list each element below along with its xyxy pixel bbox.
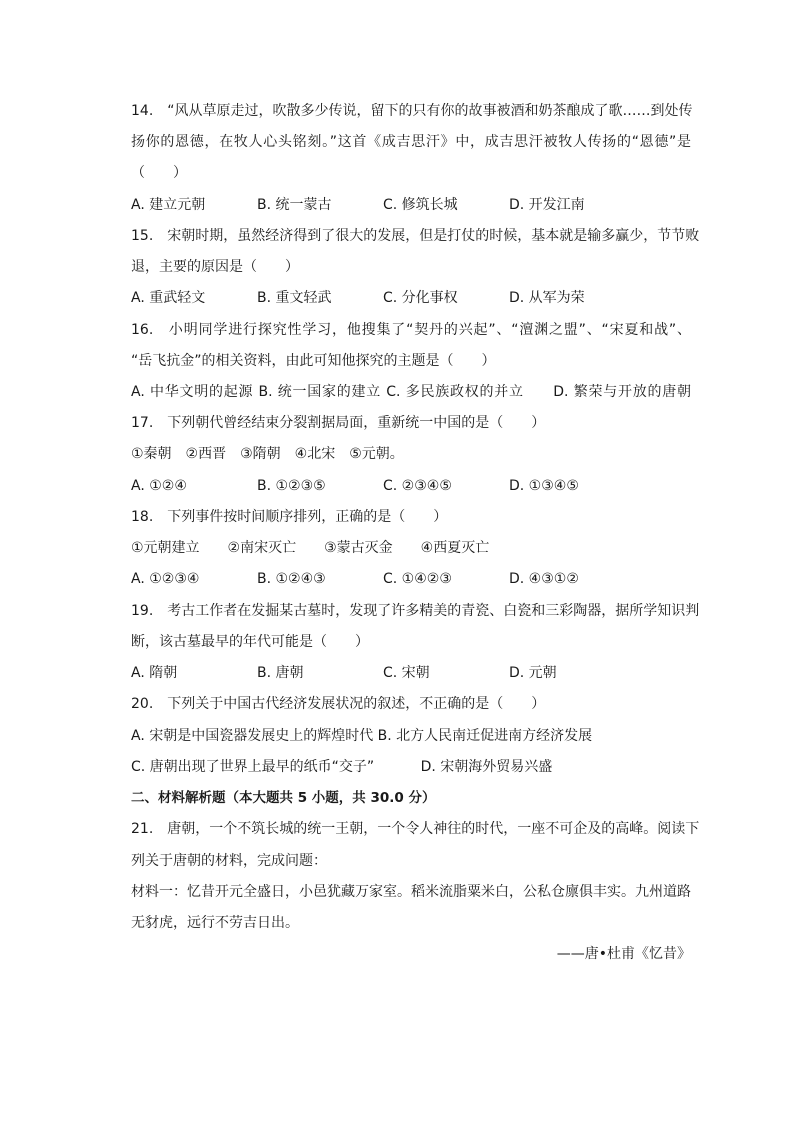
- q19-option-d: D. 元朝: [509, 665, 557, 681]
- q19-option-c: C. 宋朝: [383, 665, 430, 681]
- q15-option-c: C. 分化事权: [383, 290, 458, 306]
- q16-stem-line-1: 16. 小明同学进行探究性学习，他搜集了“契丹的兴起”、“澶渊之盟”、“宋夏和战”、: [131, 322, 691, 338]
- q14-options: [131, 195, 691, 215]
- q14-stem-line-2: 扬你的恩德，在牧人心头铭刻。”这首《成吉思汗》中，成吉思汗被牧人传扬的“恩德”是: [131, 134, 691, 150]
- q14-stem-line-1: 14. “风从草原走过，吹散多少传说，留下的只有你的故事被酒和奶茶酿成了歌……到处传: [131, 103, 693, 119]
- q20-options-row-2: C. 唐朝出现了世界上最早的纸币“交子” D. 宋朝海外贸易兴盛: [131, 759, 553, 775]
- q14-option-d: D. 开发江南: [509, 197, 585, 213]
- q18-option-b: B. ①②④③: [257, 571, 326, 587]
- q17-options: [131, 476, 691, 496]
- q19-stem-line-2: 断，该古墓最早的年代可能是（ ）: [131, 634, 369, 650]
- q21-stem-line-2: 列关于唐朝的材料，完成问题：: [131, 853, 327, 869]
- q17-option-a: A. ①②④: [131, 478, 187, 494]
- q15-option-b: B. 重文轻武: [257, 290, 332, 306]
- q20-stem-line-1: 20. 下列关于中国古代经济发展状况的叙述，不正确的是（ ）: [131, 696, 546, 712]
- q19-option-a: A. 隋朝: [131, 665, 178, 681]
- q18-option-d: D. ④③①②: [509, 571, 579, 587]
- q19-option-b: B. 唐朝: [257, 665, 304, 681]
- q14-answer-bracket: （ ）: [131, 165, 187, 181]
- q18-options: [131, 569, 691, 589]
- q18-stem-line-1: 18. 下列事件按时间顺序排列，正确的是（ ）: [131, 509, 448, 525]
- q18-option-a: A. ①②③④: [131, 571, 200, 587]
- q15-options: [131, 288, 691, 308]
- q18-option-c: C. ①④②③: [383, 571, 452, 587]
- q17-option-c: C. ②③④⑤: [383, 478, 452, 494]
- section-heading: 二、材料解析题（本大题共 5 小题，共 30.0 分）: [131, 790, 436, 806]
- q19-stem-line-1: 19. 考古工作者在发掘某古墓时，发现了许多精美的青瓷、白瓷和三彩陶器，据所学知识判: [131, 603, 700, 619]
- q14-option-c: C. 修筑长城: [383, 197, 458, 213]
- q14-option-b: B. 统一蒙古: [257, 197, 332, 213]
- q15-option-a: A. 重武轻文: [131, 290, 206, 306]
- q19-options: [131, 663, 691, 683]
- q20-options-row-1: A. 宋朝是中国瓷器发展史上的辉煌时代 B. 北方人民南迁促进南方经济发展: [131, 728, 593, 744]
- q16-stem-line-2: “岳飞抗金”的相关资料，由此可知他探究的主题是（ ）: [131, 353, 496, 369]
- q17-stem-line-1: 17. 下列朝代曾经结束分裂割据局面，重新统一中国的是（ ）: [131, 415, 546, 431]
- q21-material-line-2: 无豺虎，远行不劳吉日出。: [131, 915, 299, 931]
- q21-material-source: ——唐•杜甫《忆昔》: [556, 946, 691, 962]
- q16-options: A. 中华文明的起源 B. 统一国家的建立 C. 多民族政权的并立 D. 繁荣与开放的唐朝: [131, 384, 691, 400]
- q17-option-d: D. ①③④⑤: [509, 478, 579, 494]
- q21-material-line-1: 材料一：忆昔开元全盛日，小邑犹藏万家室。稻米流脂粟米白，公私仓廪俱丰实。九州道路: [131, 884, 691, 900]
- q15-option-d: D. 从军为荣: [509, 290, 585, 306]
- q17-stem-line-2: ①秦朝 ②西晋 ③隋朝 ④北宋 ⑤元朝。: [131, 446, 404, 462]
- q15-stem-line-1: 15. 宋朝时期，虽然经济得到了很大的发展，但是打仗的时候，基本就是输多赢少，节节败: [131, 228, 700, 244]
- q21-stem-line-1: 21. 唐朝，一个不筑长城的统一王朝，一个令人神往的时代，一座不可企及的高峰。阅读下: [131, 821, 700, 837]
- q14-option-a: A. 建立元朝: [131, 197, 206, 213]
- q18-stem-line-2: ①元朝建立 ②南宋灭亡 ③蒙古灭金 ④西夏灭亡: [131, 540, 490, 556]
- q17-option-b: B. ①②③⑤: [257, 478, 326, 494]
- q15-stem-line-2: 退，主要的原因是（ ）: [131, 259, 299, 275]
